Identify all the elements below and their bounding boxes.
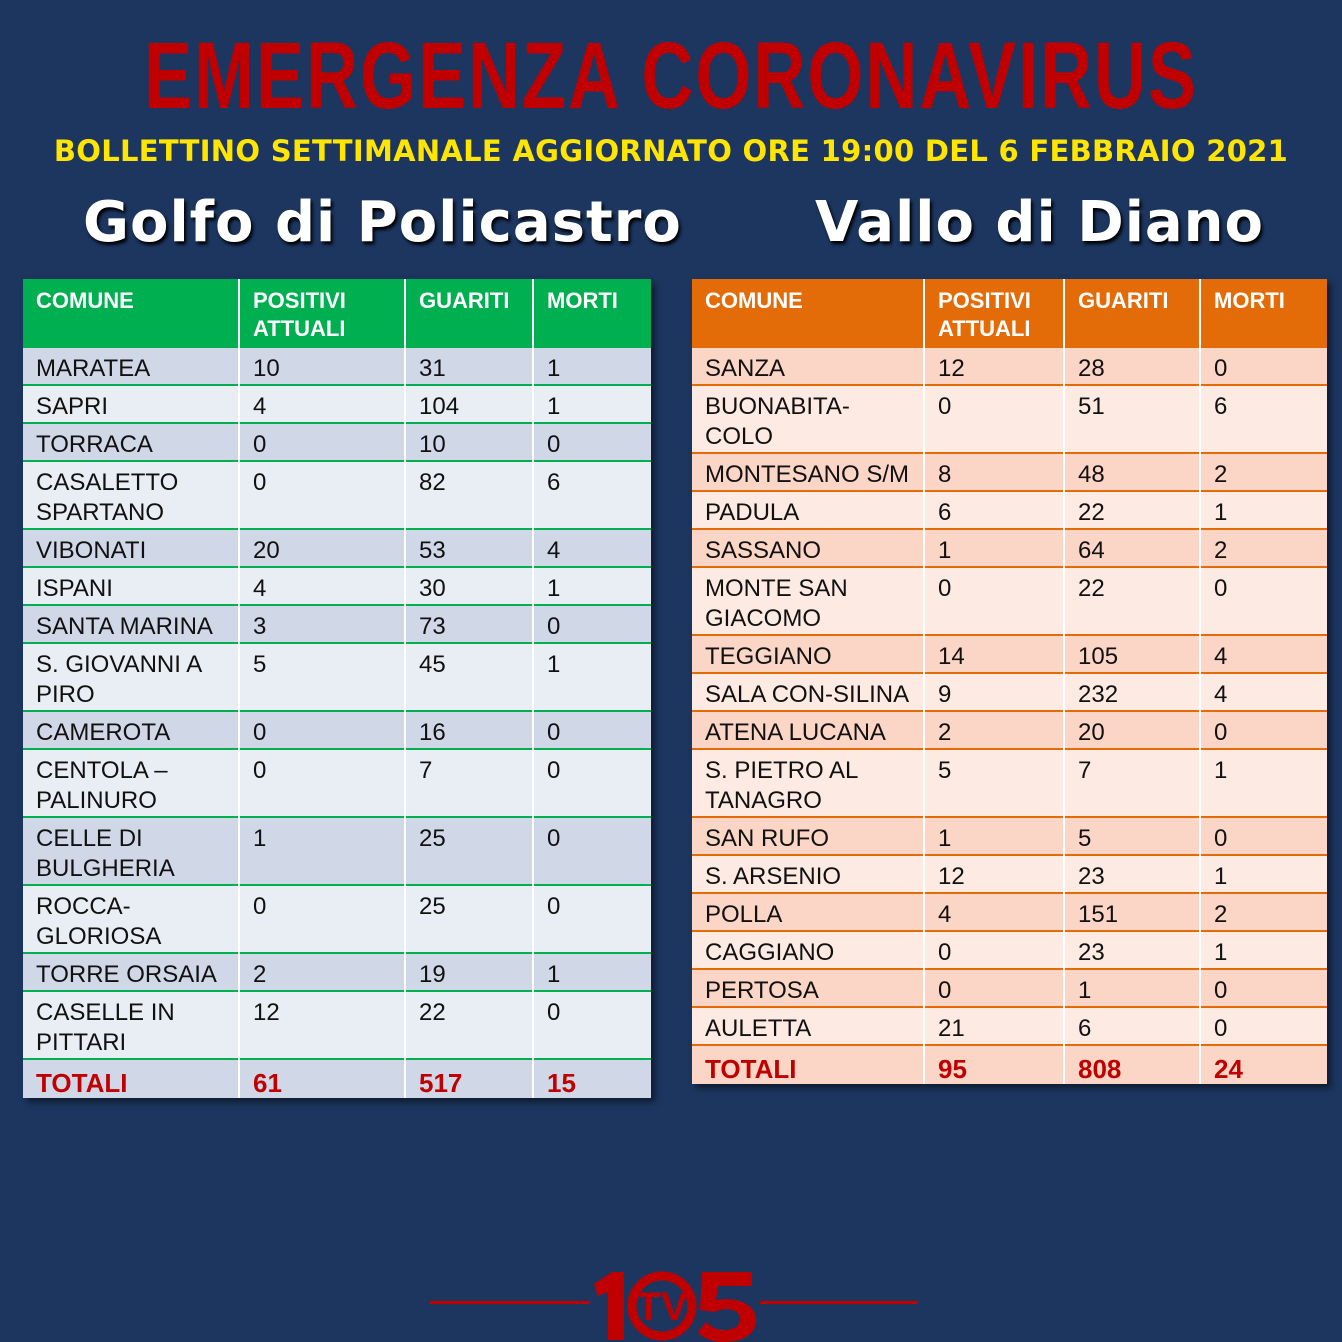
golfo-cell-comune: SAPRI [23,385,239,423]
golfo-cell-morti: 0 [547,825,561,852]
vallo-cell-positivi: 8 [924,453,1064,491]
golfo-total-positivi: 61 [239,1059,405,1098]
golfo-cell-comune: CAMEROTA [23,711,239,749]
golfo-table [23,279,651,1098]
golfo-cell-guariti: 45 [405,643,533,711]
vallo-cell-morti: 0 [1214,977,1228,1004]
vallo-table-row [692,969,1327,1007]
vallo-cell-comune: TEGGIANO [692,635,924,673]
golfo-cell-guariti: 82 [405,461,533,529]
vallo-cell-comune: AULETTA [692,1007,924,1045]
vallo-cell-guariti: 1 [1064,969,1200,1007]
vallo-cell-guariti: 64 [1064,529,1200,567]
vallo-table-row [692,491,1327,529]
golfo-cell-morti: 1 [547,575,561,602]
golfo-total-morti: 15 [547,1068,576,1098]
vallo-cell-positivi: 0 [924,931,1064,969]
vallo-cell-comune: MONTESANO S/M [692,453,924,491]
golfo-cell-positivi: 20 [239,529,405,567]
golfo-table-row [23,461,651,529]
golfo-table-body [23,347,651,1098]
golfo-table-row [23,711,651,749]
vallo-cell-comune: SANZA [692,347,924,385]
golfo-cell-comune: TORRE ORSAIA [23,953,239,991]
page-title: EMERGENZA CORONAVIRUS [143,23,1199,129]
golfo-cell-guariti: 104 [405,385,533,423]
vallo-cell-comune: MONTE SAN GIACOMO [692,567,924,635]
vallo-cell-morti: 1 [1214,499,1228,526]
vallo-cell-positivi: 12 [924,855,1064,893]
golfo-table-row [23,817,651,885]
golfo-table-row [23,643,651,711]
vallo-cell-positivi: 14 [924,635,1064,673]
golfo-cell-guariti: 53 [405,529,533,567]
vallo-table-row [692,817,1327,855]
golfo-cell-comune: CENTOLA – PALINURO [23,749,239,817]
golfo-cell-positivi: 0 [239,885,405,953]
golfo-cell-guariti: 10 [405,423,533,461]
vallo-cell-guariti: 23 [1064,931,1200,969]
vallo-cell-comune: SASSANO [692,529,924,567]
vallo-table-row [692,453,1327,491]
vallo-table-row [692,931,1327,969]
vallo-cell-morti: 1 [1214,939,1228,966]
golfo-cell-positivi: 5 [239,643,405,711]
vallo-cell-positivi: 5 [924,749,1064,817]
vallo-total-positivi: 95 [924,1045,1064,1084]
vallo-cell-positivi: 21 [924,1007,1064,1045]
vallo-cell-comune: BUONABITA-COLO [692,385,924,453]
golfo-table-row [23,347,651,385]
vallo-col-guariti: GUARITI [1064,279,1200,347]
golfo-cell-positivi: 0 [239,423,405,461]
vallo-cell-guariti: 5 [1064,817,1200,855]
vallo-cell-positivi: 1 [924,817,1064,855]
golfo-cell-positivi: 4 [239,385,405,423]
vallo-cell-guariti: 7 [1064,749,1200,817]
golfo-cell-morti: 0 [547,719,561,746]
golfo-total-comune: TOTALI [23,1059,239,1098]
svg-text:TV: TV [636,1285,688,1329]
vallo-cell-comune: SALA CON-SILINA [692,673,924,711]
golfo-cell-comune: TORRACA [23,423,239,461]
logo-line-left [430,1301,590,1304]
channel-logo [590,1262,760,1342]
vallo-table-row [692,855,1327,893]
vallo-totals-row [692,1045,1327,1084]
vallo-cell-guariti: 105 [1064,635,1200,673]
vallo-cell-guariti: 22 [1064,491,1200,529]
vallo-cell-comune: S. PIETRO AL TANAGRO [692,749,924,817]
golfo-table-header [23,279,651,347]
golfo-cell-comune: ISPANI [23,567,239,605]
vallo-cell-positivi: 6 [924,491,1064,529]
vallo-cell-comune: SAN RUFO [692,817,924,855]
vallo-total-guariti: 808 [1064,1045,1200,1084]
golfo-cell-morti: 0 [547,999,561,1026]
vallo-cell-morti: 2 [1214,461,1228,488]
vallo-cell-positivi: 9 [924,673,1064,711]
vallo-col-positivi: POSITIVI ATTUALI [924,279,1064,347]
vallo-cell-positivi: 1 [924,529,1064,567]
golfo-table-row [23,991,651,1059]
golfo-cell-morti: 4 [547,537,561,564]
vallo-col-morti: MORTI [1214,288,1285,313]
vallo-table-row [692,529,1327,567]
vallo-table-row [692,347,1327,385]
vallo-cell-morti: 0 [1214,1015,1228,1042]
vallo-cell-morti: 1 [1214,757,1228,784]
golfo-table-row [23,529,651,567]
vallo-cell-positivi: 0 [924,567,1064,635]
vallo-cell-guariti: 6 [1064,1007,1200,1045]
vallo-cell-guariti: 22 [1064,567,1200,635]
golfo-table-row [23,605,651,643]
golfo-cell-comune: SANTA MARINA [23,605,239,643]
vallo-table-row [692,635,1327,673]
vallo-cell-morti: 4 [1214,681,1228,708]
golfo-col-morti: MORTI [547,288,618,313]
golfo-table-row [23,953,651,991]
vallo-table-row [692,567,1327,635]
vallo-table [692,279,1327,1084]
golfo-col-guariti: GUARITI [405,279,533,347]
vallo-table-row [692,385,1327,453]
vallo-total-morti: 24 [1214,1054,1243,1084]
vallo-table-row [692,893,1327,931]
golfo-cell-positivi: 0 [239,749,405,817]
golfo-table-row [23,749,651,817]
golfo-cell-positivi: 0 [239,711,405,749]
vallo-cell-positivi: 0 [924,385,1064,453]
golfo-table-row [23,567,651,605]
golfo-cell-guariti: 73 [405,605,533,643]
vallo-cell-comune: S. ARSENIO [692,855,924,893]
vallo-cell-positivi: 0 [924,969,1064,1007]
vallo-cell-positivi: 4 [924,893,1064,931]
golfo-cell-guariti: 25 [405,817,533,885]
golfo-cell-comune: MARATEA [23,347,239,385]
vallo-table-row [692,711,1327,749]
golfo-total-guariti: 517 [405,1059,533,1098]
golfo-cell-positivi: 0 [239,461,405,529]
golfo-cell-guariti: 16 [405,711,533,749]
golfo-col-comune: COMUNE [23,279,239,347]
golfo-cell-comune: CASALETTO SPARTANO [23,461,239,529]
golfo-cell-morti: 0 [547,893,561,920]
vallo-cell-comune: PERTOSA [692,969,924,1007]
golfo-cell-positivi: 10 [239,347,405,385]
bulletin-subtitle: BOLLETTINO SETTIMANALE AGGIORNATO ORE 19:00 DEL 6 FEBBRAIO 2021 [53,134,1289,168]
golfo-cell-morti: 0 [547,613,561,640]
golfo-table-row [23,385,651,423]
logo-line-right [760,1301,918,1304]
golfo-cell-morti: 6 [547,469,561,496]
golfo-cell-morti: 1 [547,961,561,988]
vallo-cell-guariti: 51 [1064,385,1200,453]
vallo-table-header [692,279,1327,347]
vallo-cell-positivi: 2 [924,711,1064,749]
golfo-cell-guariti: 22 [405,991,533,1059]
vallo-cell-morti: 2 [1214,901,1228,928]
vallo-section-title: Vallo di Diano [815,190,1265,255]
golfo-cell-morti: 0 [547,431,561,458]
golfo-cell-positivi: 1 [239,817,405,885]
golfo-cell-positivi: 2 [239,953,405,991]
vallo-cell-comune: PADULA [692,491,924,529]
golfo-cell-guariti: 7 [405,749,533,817]
golfo-cell-guariti: 31 [405,347,533,385]
golfo-section-title: Golfo di Policastro [83,190,682,255]
vallo-cell-morti: 0 [1214,719,1228,746]
vallo-cell-comune: POLLA [692,893,924,931]
golfo-cell-comune: CASELLE IN PITTARI [23,991,239,1059]
golfo-cell-morti: 1 [547,355,561,382]
golfo-cell-comune: VIBONATI [23,529,239,567]
vallo-cell-guariti: 151 [1064,893,1200,931]
golfo-cell-guariti: 19 [405,953,533,991]
vallo-table-body [692,347,1327,1084]
vallo-cell-guariti: 28 [1064,347,1200,385]
vallo-cell-positivi: 12 [924,347,1064,385]
golfo-table-row [23,423,651,461]
golfo-cell-morti: 1 [547,393,561,420]
vallo-cell-guariti: 20 [1064,711,1200,749]
vallo-cell-guariti: 23 [1064,855,1200,893]
golfo-cell-morti: 0 [547,757,561,784]
vallo-col-comune: COMUNE [692,279,924,347]
vallo-table-row [692,1007,1327,1045]
vallo-cell-morti: 1 [1214,863,1228,890]
golfo-cell-comune: CELLE DI BULGHERIA [23,817,239,885]
vallo-cell-morti: 0 [1214,355,1228,382]
vallo-table-row [692,673,1327,711]
golfo-cell-comune: S. GIOVANNI A PIRO [23,643,239,711]
golfo-cell-positivi: 12 [239,991,405,1059]
vallo-total-comune: TOTALI [692,1045,924,1084]
vallo-table-row [692,749,1327,817]
golfo-cell-positivi: 3 [239,605,405,643]
golfo-cell-guariti: 30 [405,567,533,605]
golfo-cell-guariti: 25 [405,885,533,953]
vallo-cell-guariti: 232 [1064,673,1200,711]
vallo-cell-morti: 6 [1214,393,1228,420]
vallo-cell-morti: 2 [1214,537,1228,564]
golfo-totals-row [23,1059,651,1098]
golfo-cell-morti: 1 [547,651,561,678]
vallo-cell-comune: CAGGIANO [692,931,924,969]
vallo-cell-morti: 4 [1214,643,1228,670]
vallo-cell-guariti: 48 [1064,453,1200,491]
golfo-table-row [23,885,651,953]
vallo-cell-morti: 0 [1214,825,1228,852]
golfo-cell-positivi: 4 [239,567,405,605]
vallo-cell-comune: ATENA LUCANA [692,711,924,749]
golfo-col-positivi: POSITIVI ATTUALI [239,279,405,347]
golfo-cell-comune: ROCCA-GLORIOSA [23,885,239,953]
vallo-cell-morti: 0 [1214,575,1228,602]
